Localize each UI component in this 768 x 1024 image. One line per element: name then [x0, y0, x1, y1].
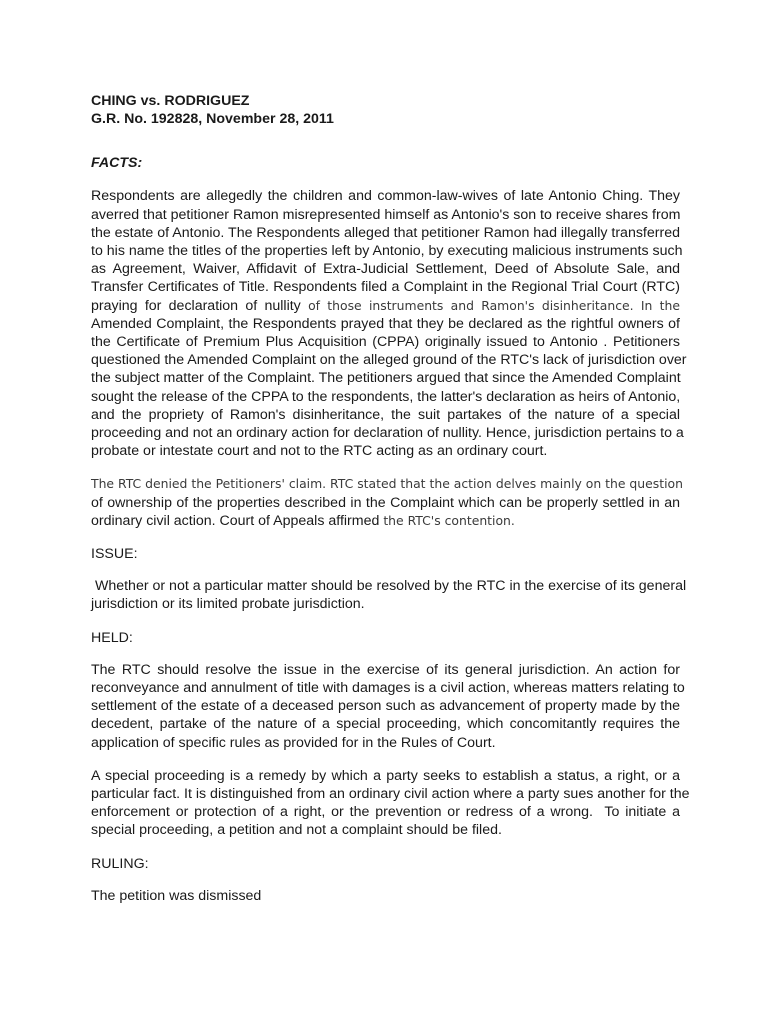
issue-heading: ISSUE: [91, 546, 138, 563]
paragraph-line: enforcement or protection of a right, or the prevention or redress of a wrong. To initiate a [91, 804, 680, 821]
paragraph-line: particular fact. It is distinguished from an ordinary civil action where a party sues another for the [91, 786, 690, 803]
paragraph-line: of ownership of the properties described in the Complaint which can be properly settled in an [91, 494, 680, 511]
paragraph-line: special proceeding, a petition and not a complaint should be filed. [91, 822, 502, 839]
held-paragraph-1 [91, 661, 685, 752]
paragraph-line: The petition was dismissed [91, 887, 262, 904]
paragraph-line: probate or intestate court and not to the RTC acting as an ordinary court. [91, 443, 548, 460]
case-title: CHING vs. RODRIGUEZ [91, 93, 250, 109]
ruling-heading: RULING: [91, 855, 149, 872]
held-heading: HELD: [91, 629, 133, 646]
case-number: G.R. No. 192828, November 28, 2011 [91, 111, 334, 128]
paragraph-line: the subject matter of the Complaint. The petitioners argued that since the Amended Complaint [91, 370, 681, 387]
paragraph-line: proceeding and not an ordinary action for declaration of nullity. Hence, jurisdiction pertains to a [91, 425, 684, 442]
paragraph-line: decedent, partake of the nature of a special proceeding, which concomitantly requires the [91, 716, 680, 733]
paragraph-line-text: ordinary civil action. Court of Appeals affirmed [91, 512, 384, 529]
paragraph-line-text: praying for declaration of nullity [91, 297, 301, 314]
paragraph-line: Respondents are allegedly the children and common-law-wives of late Antonio Ching. They [91, 188, 680, 205]
paragraph-line: questioned the Amended Complaint on the alleged ground of the RTC's lack of jurisdiction over [91, 352, 687, 369]
paragraph-line: A special proceeding is a remedy by which a party seeks to establish a status, a right, or a [91, 767, 680, 784]
paragraph-line: reconveyance and annulment of title with damages is a civil action, whereas matters relating to [91, 680, 685, 697]
paragraph-line: the estate of Antonio. The Respondents alleged that petitioner Ramon had illegally transferred [91, 224, 680, 241]
paragraph-line: jurisdiction or its limited probate jurisdiction. [91, 596, 365, 613]
paragraph-line: The RTC denied the Petitioners' claim. RTC stated that the action delves mainly on the question [91, 476, 683, 492]
paragraph-line: to his name the titles of the properties left by Antonio, by executing malicious instruments such [91, 242, 683, 259]
facts-heading: FACTS: [91, 155, 143, 172]
held-paragraph-2 [91, 767, 690, 840]
gray-inserted-text: the RTC's contention. [383, 512, 515, 528]
facts-paragraph-1 [91, 187, 687, 460]
paragraph-line: Transfer Certificates of Title. Respondents filed a Complaint in the Regional Trial Court (RTC) [91, 279, 680, 296]
paragraph-line-mixed [91, 512, 680, 530]
ruling-paragraph [91, 887, 680, 905]
paragraph-line: sought the release of the CPPA to the respondents, the latter's declaration as heirs of Antonio, [91, 388, 681, 405]
paragraph-line: The RTC should resolve the issue in the exercise of its general jurisdiction. An action for [91, 661, 680, 678]
case-header [91, 92, 680, 128]
paragraph-line: application of specific rules as provided for in the Rules of Court. [91, 734, 496, 751]
paragraph-line: averred that petitioner Ramon misrepresented himself as Antonio's son to receive shares from [91, 206, 681, 223]
issue-paragraph [91, 577, 687, 613]
paragraph-line: and the propriety of Ramon's disinheritance, the suit partakes of the nature of a special [91, 406, 680, 423]
paragraph-line: settlement of the estate of a deceased person such as advancement of property made by the [91, 698, 680, 715]
paragraph-line: the Certificate of Premium Plus Acquisition (CPPA) originally issued to Antonio . Petitioners [91, 334, 680, 350]
gray-inserted-text: of those instruments and Ramon's disinheritance. In the [308, 297, 680, 313]
paragraph-line: Whether or not a particular matter should be resolved by the RTC in the exercise of its general [91, 578, 687, 595]
paragraph-line: as Agreement, Waiver, Affidavit of Extra-Judicial Settlement, Deed of Absolute Sale, and [91, 261, 680, 278]
paragraph-line: Amended Complaint, the Respondents prayed that they be declared as the rightful owners of [91, 315, 680, 332]
facts-paragraph-2 [91, 475, 683, 530]
paragraph-line-mixed [91, 297, 680, 315]
